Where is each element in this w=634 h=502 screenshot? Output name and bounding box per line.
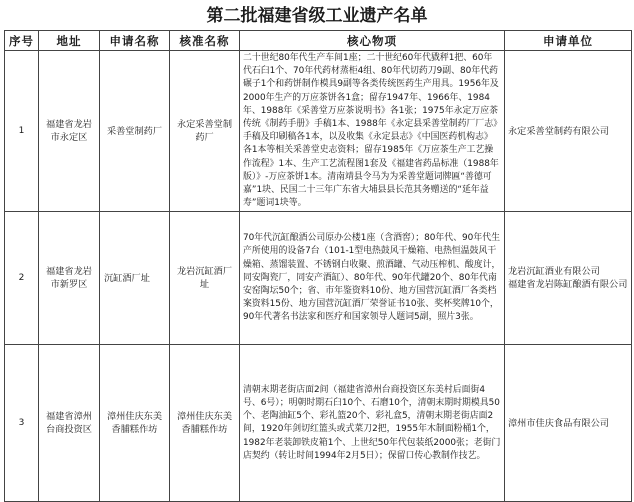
header-core-items: 核心物项 <box>240 31 505 51</box>
table-row <box>5 51 632 212</box>
row-seq: 1 <box>5 51 39 212</box>
table-header-row <box>5 31 632 51</box>
heritage-list-table <box>4 30 632 502</box>
row-applicant-name: 沉缸酒厂址 <box>100 212 170 345</box>
row-applicant-unit: 龙岩沉缸酒业有限公司 福建省龙岩陈缸酿酒有限公司 <box>505 212 632 345</box>
header-applicant-unit: 申请单位 <box>505 31 632 51</box>
row-address: 福建省漳州台商投资区 <box>39 345 100 502</box>
row-approved-name: 龙岩沉缸酒厂址 <box>170 212 240 345</box>
row-applicant-unit: 永定采善堂制药有限公司 <box>505 51 632 212</box>
row-core-items: 二十世纪80年代生产车间1座；二十世纪60年代戥秤1把、60年代石臼1个、70年代药材蒸柜4组、80年代切药刀9副、80年代药碾子1个和药饼制作模具9副等各类传统医药生产用具。1956年及2000年生产的万应茶饼各1盒；留存1947年、1966年、1984年、1988年《采善堂万应茶说明书》各1张；1975年永定万应茶传统《制药手册》手稿1本、1988年《永定县采善堂制药厂厂志》手稿及印刷稿各1本，以及收集《永定县志》《中国医药机构志》各1本等相关采善堂史志资料；留存1985年《万应茶生产工艺操作流程》1本、生产工艺流程图1套及《福建省药品标准（1988年版）》-万应茶饼1本。清南靖县令马为为采善堂题词牌匾“善德可嘉”1块、民国二十三年广东省大埔县县长范其务赠送的“延年益寿”题词1块等。 <box>240 51 505 212</box>
row-address: 福建省龙岩市新罗区 <box>39 212 100 345</box>
row-seq: 3 <box>5 345 39 502</box>
header-approved-name: 核准名称 <box>170 31 240 51</box>
header-seq: 序号 <box>5 31 39 51</box>
header-address: 地址 <box>39 31 100 51</box>
row-approved-name: 永定采善堂制药厂 <box>170 51 240 212</box>
row-approved-name: 漳州佳庆东美香脯糕作坊 <box>170 345 240 502</box>
row-applicant-unit: 漳州市佳庆食品有限公司 <box>505 345 632 502</box>
row-core-items: 70年代沉缸酿酒公司原办公楼1座（含酒窖）；80年代、90年代生产所使用的设备7台（101-1型电热鼓风干燥箱、电热恒温鼓风干燥箱、蒸馏装置、不锈钢白收聚、煎酒罐、气动压榨机、酸度计，同安陶瓷厂，同安产酒缸）、80年代、90年代罐20个、80年代南安窑陶坛50个；省、市年鉴资料10份、地方国营沉缸酒厂各类档案资料15份、地方国营沉缸酒厂荣誉证书10张、奖杯奖牌10个，90年代著名书法家和医疗和国家领导人题词5副，照片3张。 <box>240 212 505 345</box>
row-address: 福建省龙岩市永定区 <box>39 51 100 212</box>
header-applicant-name: 申请名称 <box>100 31 170 51</box>
row-seq: 2 <box>5 212 39 345</box>
table-row <box>5 212 632 345</box>
page-title: 第二批福建省级工业遗产名单 <box>206 6 428 26</box>
row-core-items: 清朝末期老街店面2间（福建省漳州台商投资区东美村后面街4号、6号）；明朝时期石臼10个、石磨10个，清朝末期时期模具50个、老陶油缸5个、彩礼篮20个、彩礼盒5，清朝末期老街店面2间，1920年剑切红篮头或式菜刀2把，1955年木制面粉桶1个，1982年老装卸铁皮箱1个、上世纪50年代包装纸2000张；老街门店契约（转让时间1994年2月5日）；保留口传心教制作技艺。 <box>240 345 505 502</box>
table-row <box>5 345 632 502</box>
row-applicant-name: 采善堂制药厂 <box>100 51 170 212</box>
row-applicant-name: 漳州佳庆东美香脯糕作坊 <box>100 345 170 502</box>
